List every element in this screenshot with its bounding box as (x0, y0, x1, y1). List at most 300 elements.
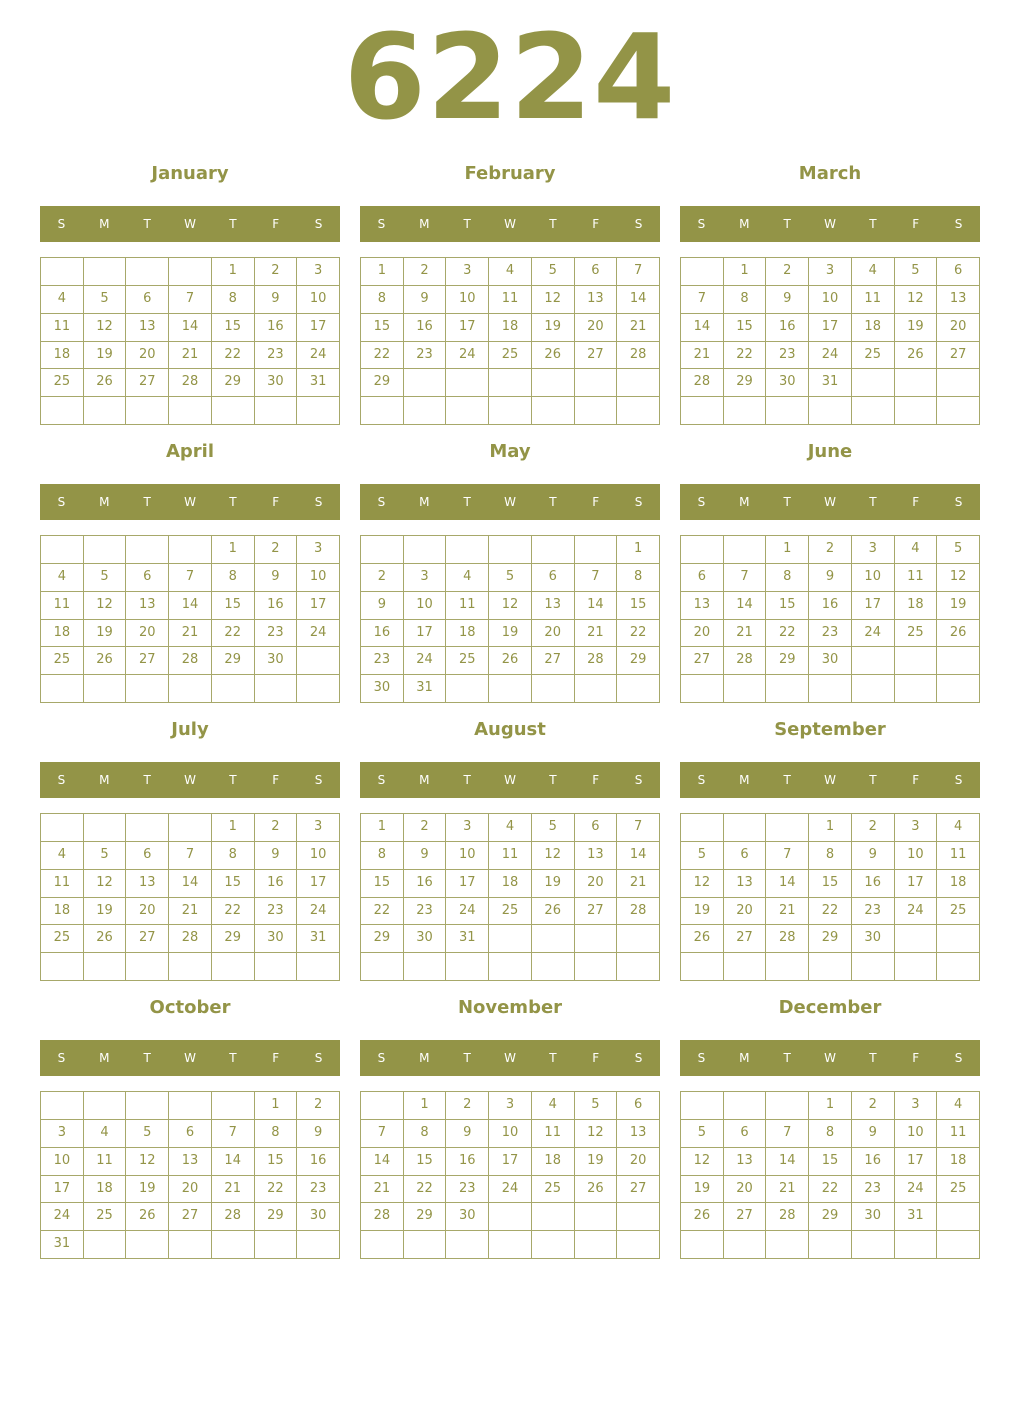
day-cell: 28 (681, 369, 724, 397)
weekday-label: M (99, 217, 110, 231)
day-cell (489, 369, 532, 397)
day-cell: 10 (41, 1148, 84, 1176)
day-cell: 22 (255, 1176, 298, 1204)
day-cell: 14 (681, 314, 724, 342)
weekday-label: W (824, 495, 836, 509)
day-cell: 25 (41, 369, 84, 397)
day-cell (895, 369, 938, 397)
weekday-label: F (592, 217, 600, 231)
day-cell (255, 397, 298, 425)
day-cell: 17 (41, 1176, 84, 1204)
weekday-label: S (314, 1051, 323, 1065)
weekday-label: W (824, 1051, 836, 1065)
day-cell: 22 (361, 898, 404, 926)
day-cell (809, 675, 852, 703)
day-cell: 31 (297, 925, 340, 953)
day-cell (724, 1231, 767, 1259)
day-cell: 6 (724, 1120, 767, 1148)
day-cell: 4 (852, 258, 895, 286)
day-cell: 21 (169, 342, 212, 370)
day-cell: 16 (255, 592, 298, 620)
day-cell (41, 258, 84, 286)
day-cell: 12 (532, 842, 575, 870)
day-cell: 7 (724, 564, 767, 592)
day-cell: 25 (84, 1203, 127, 1231)
day-cell (724, 953, 767, 981)
day-cell: 15 (766, 592, 809, 620)
weekday-label: S (954, 217, 963, 231)
day-cell: 2 (809, 536, 852, 564)
day-cell: 25 (895, 620, 938, 648)
day-cell (937, 675, 980, 703)
day-cell: 26 (937, 620, 980, 648)
day-cell (532, 536, 575, 564)
day-cell: 27 (169, 1203, 212, 1231)
day-cell: 1 (212, 536, 255, 564)
day-cell: 18 (41, 342, 84, 370)
day-cell: 27 (617, 1176, 660, 1204)
day-cell: 3 (297, 536, 340, 564)
day-cell: 7 (681, 286, 724, 314)
weekday-label: T (143, 773, 151, 787)
day-cell: 5 (937, 536, 980, 564)
day-cell: 15 (404, 1148, 447, 1176)
day-cell (297, 647, 340, 675)
day-cell: 2 (852, 814, 895, 842)
day-grid (360, 1091, 660, 1259)
day-cell: 12 (895, 286, 938, 314)
weekday-label: T (229, 495, 237, 509)
day-cell: 19 (489, 620, 532, 648)
day-cell: 25 (446, 647, 489, 675)
month-july (40, 716, 340, 982)
day-cell: 10 (852, 564, 895, 592)
day-cell: 29 (361, 925, 404, 953)
day-cell: 23 (852, 1176, 895, 1204)
day-cell: 13 (126, 314, 169, 342)
day-cell: 11 (489, 286, 532, 314)
weekday-label: T (463, 773, 471, 787)
month-september (680, 716, 980, 982)
day-cell (212, 397, 255, 425)
day-cell: 17 (852, 592, 895, 620)
day-cell: 8 (404, 1120, 447, 1148)
day-cell (84, 1092, 127, 1120)
day-cell: 9 (852, 1120, 895, 1148)
weekday-label: T (869, 495, 877, 509)
day-cell: 4 (41, 564, 84, 592)
day-cell: 1 (766, 536, 809, 564)
day-cell: 16 (255, 314, 298, 342)
weekday-label: S (697, 217, 706, 231)
day-cell: 23 (361, 647, 404, 675)
day-cell: 25 (532, 1176, 575, 1204)
month-january (40, 160, 340, 426)
day-cell (446, 369, 489, 397)
day-cell (212, 1231, 255, 1259)
day-cell (297, 953, 340, 981)
weekday-label: T (463, 1051, 471, 1065)
day-cell: 22 (361, 342, 404, 370)
day-cell: 6 (724, 842, 767, 870)
day-cell (532, 369, 575, 397)
weekday-label: F (272, 217, 280, 231)
day-cell: 25 (937, 1176, 980, 1204)
weekday-label: T (549, 495, 557, 509)
day-cell: 28 (766, 1203, 809, 1231)
day-cell: 23 (809, 620, 852, 648)
day-cell (84, 397, 127, 425)
day-cell: 2 (255, 536, 298, 564)
day-cell: 30 (297, 1203, 340, 1231)
day-cell: 20 (575, 870, 618, 898)
day-cell: 6 (617, 1092, 660, 1120)
day-cell (169, 814, 212, 842)
day-cell: 4 (84, 1120, 127, 1148)
day-cell: 17 (809, 314, 852, 342)
day-cell: 13 (126, 592, 169, 620)
day-cell: 13 (532, 592, 575, 620)
day-cell: 29 (255, 1203, 298, 1231)
day-cell: 6 (681, 564, 724, 592)
day-cell: 17 (404, 620, 447, 648)
day-cell: 6 (126, 286, 169, 314)
day-cell: 16 (404, 870, 447, 898)
day-cell: 11 (41, 314, 84, 342)
day-cell: 15 (212, 314, 255, 342)
day-cell (766, 953, 809, 981)
weekday-label: T (549, 773, 557, 787)
day-cell: 8 (361, 842, 404, 870)
day-grid (680, 535, 980, 703)
day-grid (40, 535, 340, 703)
day-cell (937, 953, 980, 981)
weekday-label: T (783, 495, 791, 509)
day-cell: 23 (255, 898, 298, 926)
weekday-header (680, 762, 980, 798)
day-cell: 16 (404, 314, 447, 342)
weekday-label: M (99, 1051, 110, 1065)
day-cell: 31 (297, 369, 340, 397)
month-march (680, 160, 980, 426)
day-cell (681, 675, 724, 703)
day-cell: 19 (575, 1148, 618, 1176)
weekday-label: T (143, 1051, 151, 1065)
day-cell (852, 953, 895, 981)
day-cell: 12 (126, 1148, 169, 1176)
day-cell: 11 (895, 564, 938, 592)
day-cell (361, 536, 404, 564)
day-cell (575, 1231, 618, 1259)
day-cell (895, 675, 938, 703)
weekday-header (360, 762, 660, 798)
day-cell (895, 647, 938, 675)
day-cell: 1 (404, 1092, 447, 1120)
day-cell: 30 (361, 675, 404, 703)
day-cell: 17 (297, 870, 340, 898)
day-cell: 21 (361, 1176, 404, 1204)
day-cell (255, 953, 298, 981)
day-cell: 5 (84, 842, 127, 870)
day-cell: 10 (297, 286, 340, 314)
day-cell: 26 (84, 925, 127, 953)
day-cell (937, 1203, 980, 1231)
day-cell (126, 397, 169, 425)
day-cell (489, 536, 532, 564)
day-cell (617, 675, 660, 703)
day-cell (361, 397, 404, 425)
day-cell: 17 (489, 1148, 532, 1176)
day-cell: 14 (724, 592, 767, 620)
day-cell: 21 (617, 314, 660, 342)
month-name: March (798, 163, 862, 184)
day-cell: 3 (446, 258, 489, 286)
day-cell (937, 1231, 980, 1259)
day-cell (169, 953, 212, 981)
day-cell: 4 (895, 536, 938, 564)
weekday-label: W (184, 773, 196, 787)
day-cell (724, 397, 767, 425)
day-grid (680, 813, 980, 981)
day-cell (41, 675, 84, 703)
weekday-header (40, 484, 340, 520)
day-cell: 17 (895, 1148, 938, 1176)
day-cell: 2 (766, 258, 809, 286)
day-cell: 11 (937, 1120, 980, 1148)
day-cell: 23 (404, 342, 447, 370)
day-cell: 23 (852, 898, 895, 926)
day-cell: 11 (84, 1148, 127, 1176)
day-cell: 7 (617, 258, 660, 286)
day-cell (169, 675, 212, 703)
day-cell: 3 (404, 564, 447, 592)
day-cell (255, 1231, 298, 1259)
day-cell: 19 (532, 314, 575, 342)
day-cell (575, 1203, 618, 1231)
day-cell (446, 397, 489, 425)
day-cell: 2 (297, 1092, 340, 1120)
weekday-label: S (697, 495, 706, 509)
weekday-label: W (504, 773, 516, 787)
day-cell: 28 (575, 647, 618, 675)
day-cell: 14 (766, 870, 809, 898)
day-cell: 6 (169, 1120, 212, 1148)
day-cell: 7 (169, 564, 212, 592)
day-cell: 19 (895, 314, 938, 342)
weekday-label: T (229, 217, 237, 231)
day-cell: 14 (169, 870, 212, 898)
day-cell: 5 (489, 564, 532, 592)
weekday-label: S (377, 1051, 386, 1065)
day-cell: 21 (724, 620, 767, 648)
weekday-label: S (634, 217, 643, 231)
day-cell: 13 (617, 1120, 660, 1148)
weekday-label: S (697, 1051, 706, 1065)
day-cell: 16 (809, 592, 852, 620)
day-cell: 6 (126, 564, 169, 592)
day-cell: 9 (297, 1120, 340, 1148)
day-cell: 8 (361, 286, 404, 314)
weekday-label: M (419, 217, 430, 231)
day-cell (126, 258, 169, 286)
day-cell: 10 (404, 592, 447, 620)
month-name: May (489, 441, 531, 462)
weekday-label: S (634, 1051, 643, 1065)
day-cell: 29 (212, 369, 255, 397)
weekday-label: T (869, 217, 877, 231)
day-cell: 24 (446, 342, 489, 370)
day-cell (404, 953, 447, 981)
weekday-label: S (57, 495, 66, 509)
day-cell (532, 675, 575, 703)
day-cell (532, 925, 575, 953)
day-cell (617, 1231, 660, 1259)
day-cell: 8 (212, 842, 255, 870)
day-cell: 21 (575, 620, 618, 648)
day-cell: 30 (404, 925, 447, 953)
day-cell: 11 (41, 592, 84, 620)
day-cell: 26 (84, 647, 127, 675)
day-cell: 16 (361, 620, 404, 648)
day-cell (126, 675, 169, 703)
day-cell: 5 (895, 258, 938, 286)
weekday-label: T (783, 1051, 791, 1065)
day-cell: 20 (724, 1176, 767, 1204)
day-cell: 21 (766, 898, 809, 926)
day-cell: 3 (446, 814, 489, 842)
day-cell: 18 (41, 898, 84, 926)
weekday-label: S (57, 1051, 66, 1065)
day-cell (681, 258, 724, 286)
day-cell: 28 (617, 342, 660, 370)
day-cell: 24 (489, 1176, 532, 1204)
weekday-label: W (504, 1051, 516, 1065)
day-cell: 14 (766, 1148, 809, 1176)
day-cell: 8 (809, 1120, 852, 1148)
weekday-label: S (57, 773, 66, 787)
day-cell: 16 (297, 1148, 340, 1176)
day-cell: 1 (255, 1092, 298, 1120)
day-cell: 22 (809, 898, 852, 926)
day-cell: 27 (575, 898, 618, 926)
day-cell: 20 (169, 1176, 212, 1204)
month-october (40, 994, 340, 1260)
day-cell: 16 (852, 1148, 895, 1176)
day-cell (489, 1231, 532, 1259)
day-cell: 27 (724, 925, 767, 953)
day-cell: 6 (532, 564, 575, 592)
day-cell: 25 (489, 342, 532, 370)
day-cell: 5 (84, 564, 127, 592)
day-cell: 20 (126, 620, 169, 648)
day-cell: 18 (937, 1148, 980, 1176)
day-cell: 10 (297, 564, 340, 592)
day-cell: 19 (84, 898, 127, 926)
weekday-label: S (697, 773, 706, 787)
weekday-label: W (824, 773, 836, 787)
day-cell: 12 (937, 564, 980, 592)
day-cell: 14 (617, 286, 660, 314)
day-cell: 4 (937, 1092, 980, 1120)
day-cell (681, 536, 724, 564)
day-cell (617, 369, 660, 397)
year-title: 6224 (343, 8, 677, 146)
day-cell: 18 (937, 870, 980, 898)
weekday-label: M (99, 773, 110, 787)
day-cell (937, 369, 980, 397)
day-cell (937, 397, 980, 425)
day-cell: 10 (446, 286, 489, 314)
day-cell: 12 (532, 286, 575, 314)
day-cell: 20 (617, 1148, 660, 1176)
day-cell: 22 (809, 1176, 852, 1204)
day-cell: 5 (681, 842, 724, 870)
day-cell: 29 (212, 925, 255, 953)
day-cell: 12 (84, 870, 127, 898)
day-cell: 24 (895, 1176, 938, 1204)
day-cell: 12 (575, 1120, 618, 1148)
day-cell: 22 (212, 342, 255, 370)
weekday-label: F (272, 495, 280, 509)
day-cell (852, 1231, 895, 1259)
day-cell: 11 (446, 592, 489, 620)
day-cell: 24 (446, 898, 489, 926)
weekday-label: W (504, 495, 516, 509)
day-cell: 1 (212, 258, 255, 286)
day-cell: 21 (617, 870, 660, 898)
day-cell (212, 953, 255, 981)
day-cell: 9 (255, 564, 298, 592)
day-cell: 10 (895, 842, 938, 870)
day-cell: 1 (809, 814, 852, 842)
weekday-label: T (143, 217, 151, 231)
day-cell: 27 (126, 925, 169, 953)
day-cell (532, 1231, 575, 1259)
day-cell: 9 (766, 286, 809, 314)
weekday-label: F (272, 1051, 280, 1065)
day-cell: 26 (126, 1203, 169, 1231)
day-cell: 16 (255, 870, 298, 898)
day-cell: 18 (41, 620, 84, 648)
day-cell: 24 (809, 342, 852, 370)
day-cell (766, 675, 809, 703)
day-cell: 19 (681, 898, 724, 926)
day-cell: 15 (617, 592, 660, 620)
day-cell: 20 (532, 620, 575, 648)
day-cell: 22 (404, 1176, 447, 1204)
day-cell (724, 675, 767, 703)
weekday-header (360, 1040, 660, 1076)
day-cell: 18 (489, 870, 532, 898)
day-cell: 22 (724, 342, 767, 370)
month-name: October (149, 997, 231, 1018)
day-cell: 20 (724, 898, 767, 926)
day-cell: 27 (724, 1203, 767, 1231)
day-cell: 24 (852, 620, 895, 648)
day-cell: 26 (532, 898, 575, 926)
day-cell: 27 (126, 369, 169, 397)
day-cell (937, 925, 980, 953)
day-cell: 7 (766, 1120, 809, 1148)
day-cell (809, 397, 852, 425)
weekday-header (680, 484, 980, 520)
day-cell (489, 925, 532, 953)
day-cell (766, 814, 809, 842)
day-cell: 26 (681, 925, 724, 953)
day-cell: 5 (84, 286, 127, 314)
day-cell: 18 (446, 620, 489, 648)
day-cell: 4 (937, 814, 980, 842)
